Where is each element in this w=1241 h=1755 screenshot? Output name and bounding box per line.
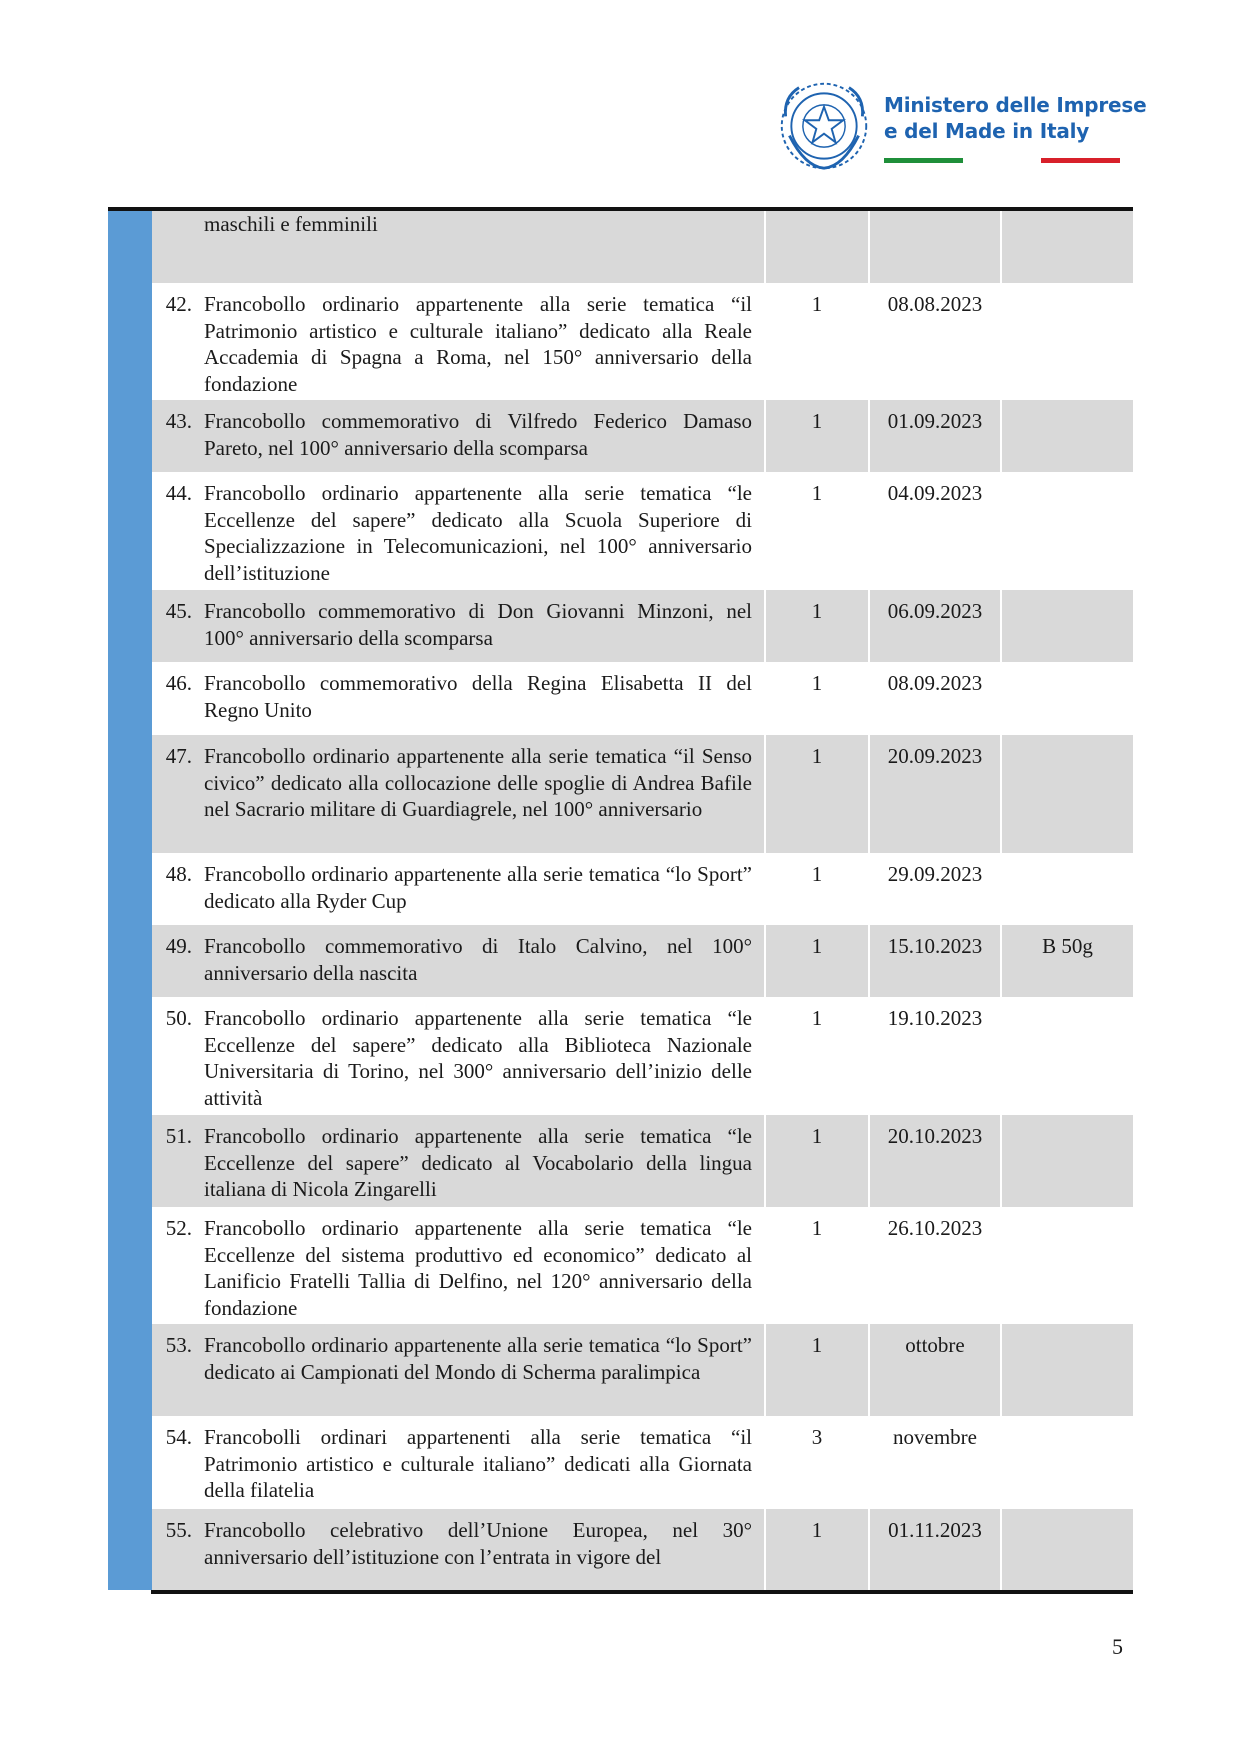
row-description: Francobollo ordinario appartenente alla serie tematica “il Senso civico” dedicato alla collocazione delle spoglie di Andrea Bafile nel Sacrario militare di Guardiagrele, nel 100° anniversario	[196, 735, 766, 853]
ministry-line-1: Ministero delle Imprese	[884, 93, 1147, 117]
row-date: 08.08.2023	[870, 283, 1002, 400]
row-quantity: 3	[766, 1416, 870, 1509]
row-quantity	[766, 211, 870, 283]
row-description: Francobollo ordinario appartenente alla serie tematica “il Patrimonio artistico e culturale italiano” dedicato alla Reale Accademia di Spagna a Roma, nel 150° anniversario della fondazione	[196, 283, 766, 400]
row-number	[152, 211, 196, 283]
flag-red-stripe	[1041, 158, 1120, 163]
row-description: Francobollo commemorativo di Don Giovanni Minzoni, nel 100° anniversario della scomparsa	[196, 590, 766, 662]
row-note: B 50g	[1042, 934, 1093, 958]
row-date: 06.09.2023	[870, 590, 1002, 662]
row-quantity: 1	[766, 1509, 870, 1590]
row-description: Francobollo commemorativo di Vilfredo Federico Damaso Pareto, nel 100° anniversario della scomparsa	[196, 400, 766, 472]
row-note	[1002, 211, 1133, 283]
row-date: 15.10.2023	[870, 925, 1002, 997]
row-note	[1002, 1115, 1133, 1207]
row-description: Francobollo commemorativo della Regina Elisabetta II del Regno Unito	[196, 662, 766, 735]
row-quantity: 1	[766, 400, 870, 472]
row-date: 08.09.2023	[870, 662, 1002, 735]
row-note	[1002, 590, 1133, 662]
row-note	[1002, 662, 1133, 735]
row-number: 55.	[165, 1518, 192, 1542]
row-quantity: 1	[766, 662, 870, 735]
table-row	[152, 590, 1133, 662]
row-quantity: 1	[766, 853, 870, 925]
row-number: 42.	[165, 292, 192, 316]
row-note	[1002, 735, 1133, 853]
table-row	[152, 472, 1133, 590]
row-quantity: 1	[766, 997, 870, 1115]
table-row	[152, 211, 1133, 283]
row-date: 20.09.2023	[870, 735, 1002, 853]
table-row	[152, 1509, 1133, 1590]
row-number: 49.	[165, 934, 192, 958]
row-note	[1002, 997, 1133, 1115]
row-quantity: 1	[766, 735, 870, 853]
row-note	[1002, 1324, 1133, 1416]
row-quantity: 1	[766, 472, 870, 590]
row-date: novembre	[870, 1416, 1002, 1509]
ministry-line-2: e del Made in Italy	[884, 119, 1090, 143]
row-description: Francobollo ordinario appartenente alla serie tematica “lo Sport” dedicato alla Ryder Cup	[196, 853, 766, 925]
row-description: Francobollo commemorativo di Italo Calvino, nel 100° anniversario della nascita	[196, 925, 766, 997]
row-note	[1002, 283, 1133, 400]
row-quantity: 1	[766, 1324, 870, 1416]
row-note	[1002, 472, 1133, 590]
row-number: 52.	[165, 1216, 192, 1240]
table-row	[152, 283, 1133, 400]
row-date: 19.10.2023	[870, 997, 1002, 1115]
table-row	[152, 400, 1133, 472]
table-bottom-rule	[151, 1590, 1133, 1594]
table-row	[152, 925, 1133, 997]
table-row	[152, 853, 1133, 925]
row-note	[1002, 1509, 1133, 1590]
row-note	[1002, 1416, 1133, 1509]
italian-republic-emblem-icon	[776, 78, 872, 174]
row-quantity: 1	[766, 283, 870, 400]
row-number: 50.	[165, 1006, 192, 1030]
flag-green-stripe	[884, 158, 963, 163]
table-row	[152, 662, 1133, 735]
row-quantity: 1	[766, 1115, 870, 1207]
row-number: 47.	[165, 744, 192, 768]
row-description: maschili e femminili	[196, 211, 766, 283]
row-number: 53.	[165, 1333, 192, 1357]
table-row	[152, 1115, 1133, 1207]
row-description: Francobollo celebrativo dell’Unione Europea, nel 30° anniversario dell’istituzione con l’entrata in vigore del	[196, 1509, 766, 1590]
row-date: 01.09.2023	[870, 400, 1002, 472]
row-date: 20.10.2023	[870, 1115, 1002, 1207]
row-number: 43.	[165, 409, 192, 433]
table-row	[152, 1207, 1133, 1324]
table-row	[152, 1416, 1133, 1509]
row-description: Francobollo ordinario appartenente alla serie tematica “le Eccellenze del sapere” dedicato al Vocabolario della lingua italiana di Nicola Zingarelli	[196, 1115, 766, 1207]
row-date	[870, 211, 1002, 283]
row-description: Francobollo ordinario appartenente alla serie tematica “le Eccellenze del sapere” dedicato alla Biblioteca Nazionale Universitaria di Torino, nel 300° anniversario dell’inizio delle attività	[196, 997, 766, 1115]
row-date: 04.09.2023	[870, 472, 1002, 590]
row-description: Francobollo ordinario appartenente alla serie tematica “le Eccellenze del sapere” dedicato alla Scuola Superiore di Specializzazione in Telecomunicazioni, nel 100° anniversario dell’istituzione	[196, 472, 766, 590]
row-date: 01.11.2023	[870, 1509, 1002, 1590]
row-number: 46.	[165, 671, 192, 695]
table-side-bar	[108, 211, 152, 1590]
row-date: 29.09.2023	[870, 853, 1002, 925]
row-number: 48.	[165, 862, 192, 886]
row-number: 51.	[165, 1124, 192, 1148]
row-description: Francobolli ordinari appartenenti alla serie tematica “il Patrimonio artistico e culturale italiano” dedicati alla Giornata della filatelia	[196, 1416, 766, 1509]
row-number: 54.	[165, 1425, 192, 1449]
table-row	[152, 997, 1133, 1115]
row-description: Francobollo ordinario appartenente alla serie tematica “le Eccellenze del sistema produttivo ed economico” dedicato al Lanificio Fratelli Tallia di Delfino, nel 120° anniversario della fondazione	[196, 1207, 766, 1324]
row-note	[1002, 853, 1133, 925]
row-note	[1002, 400, 1133, 472]
row-number: 45.	[165, 599, 192, 623]
row-number: 44.	[165, 481, 192, 505]
row-note	[1002, 1207, 1133, 1324]
row-quantity: 1	[766, 1207, 870, 1324]
table-row	[152, 735, 1133, 853]
row-date: 26.10.2023	[870, 1207, 1002, 1324]
row-quantity: 1	[766, 590, 870, 662]
table-row	[152, 1324, 1133, 1416]
row-date: ottobre	[870, 1324, 1002, 1416]
row-description: Francobollo ordinario appartenente alla serie tematica “lo Sport” dedicato ai Campionati del Mondo di Scherma paralimpica	[196, 1324, 766, 1416]
page-number: 5	[1112, 1634, 1123, 1659]
ministry-name	[884, 92, 1146, 144]
row-quantity: 1	[766, 925, 870, 997]
